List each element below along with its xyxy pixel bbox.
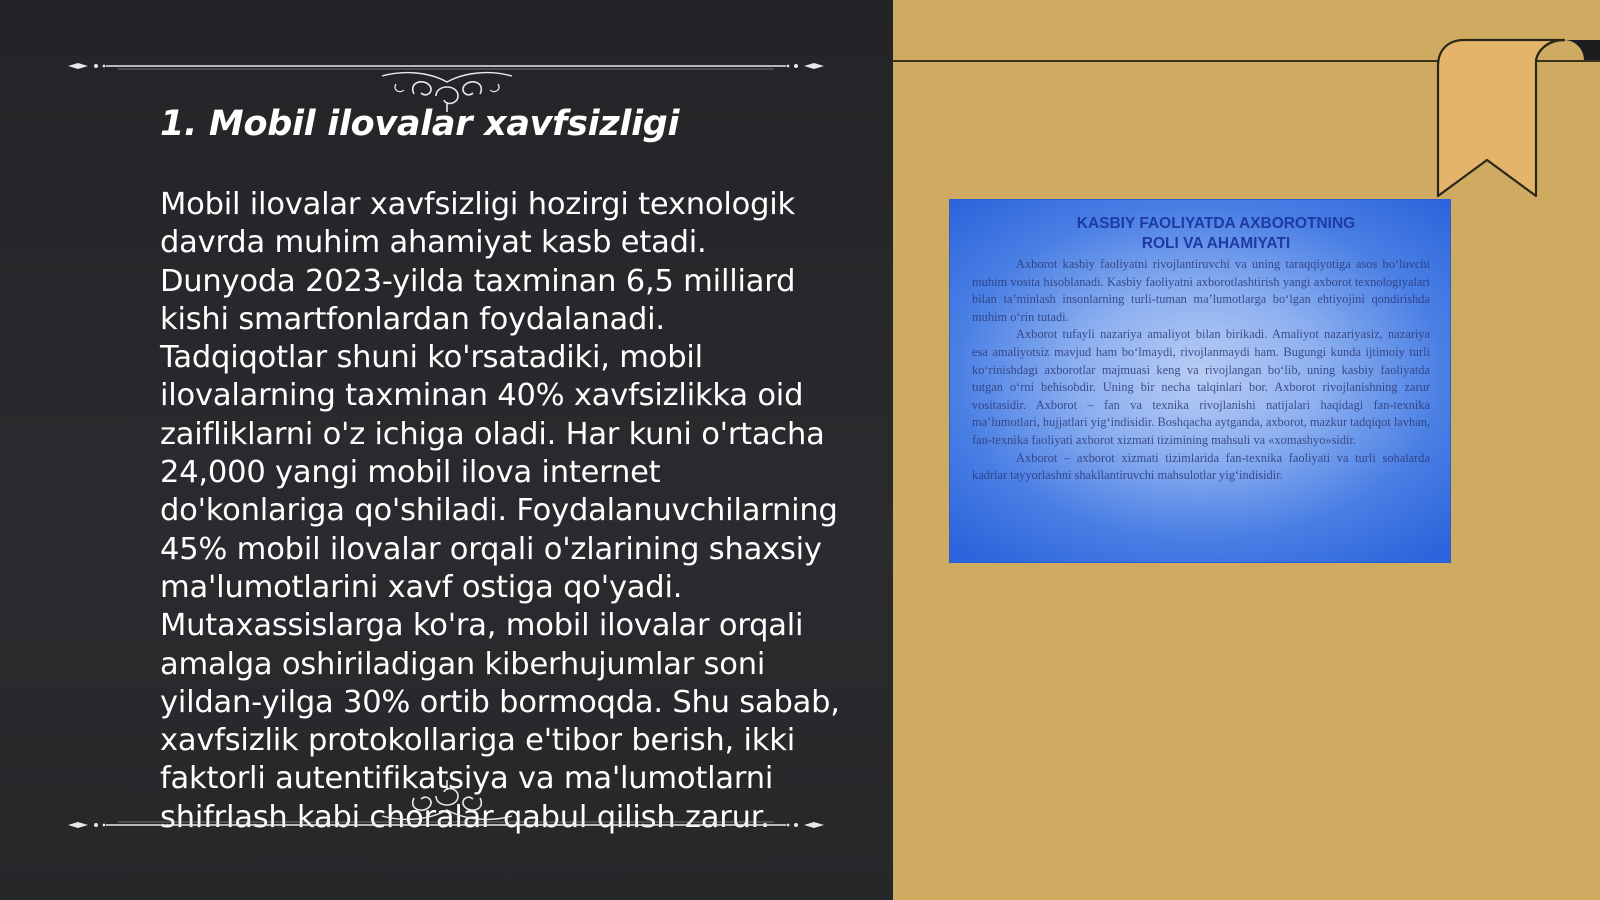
bottom-ornamental-frame-line — [66, 817, 826, 833]
slide-title: 1. Mobil ilovalar xavfsizligi — [160, 104, 680, 144]
textbook-page-text — [972, 256, 1430, 485]
textbook-paragraph: Axborot kasbiy faoliyatni rivojlantiruvchi va uning taraqqiyotiga asos bo‘luvchi muhim vosita hisoblanadi. Kasbiy faoliyatni axborotlashtirish yangi axborot texnologiyalari bilan ta’minlash insonlarning turli-tuman ma’lumotlarga bo‘lgan ehtiyojini qondirishda muhim o‘rin tutadi. — [972, 257, 1430, 324]
textbook-page-heading: KASBIY FAOLIYATDA AXBOROTNING ROLI VA AHAMIYATI — [1076, 215, 1356, 252]
textbook-paragraph: Axborot tufayli nazariya amaliyot bilan birikadi. Amaliyot nazariyasiz, nazariya esa amaliyotsiz mavjud ham bo‘lmaydi, rivojlanmaydi ham. Bugungi kunda ijtimoiy turli ko‘rinishdagi axborotlar majmuasi keng va rivojlangan bo‘lib, uning kasbiy faoliyatda tutgan o‘rni beħisobdir. Uning bir necha talqinlari bor. Axborot rivojlanishning zarur vositasidir. Axborot – fan va texnika rivojlanishi natijalari haqidagi fan-texnika ma’lumotlari, hujjatlari yig‘indisidir. Boshqacha aytganda, axborot, mazkur tadqiqot lavhan, fan-texnika faoliyati axborot xizmati tizimining mahsuli va «xomashyo»sidir. — [972, 327, 1430, 447]
textbook-paragraph: Axborot – axborot xizmati tizimlarida fan-texnika faoliyati va turli sohalarda kadrlar tayyorlashni shakllantiruvchi mahsulotlar yig‘indisidir. — [972, 450, 1430, 483]
slide-body-text: Mobil ilovalar xavfsizligi hozirgi texnologik davrda muhim ahamiyat kasb etadi. Dunyoda 2023-yilda taxminan 6,5 milliard kishi smartfonlardan foydalanadi. Tadqiqotlar shuni ko'rsatadiki, mobil ilovalarning taxminan 40% xavfsizlikka oid zaifliklarni o'z ichiga oladi. Har kuni o'rtacha 24,000 yangi mobil ilova internet do'konlariga qo'shiladi. Foydalanuvchilarning 45% mobil ilovalar orqali o'zlarining shaxsiy ma'lumotlarini xavf ostiga qo'yadi. Mutaxassislarga ko'ra, mobil ilovalar orqali amalga oshiriladigan kiberhujumlar soni yildan-yilga 30% ortib bormoqda. Shu sabab, xavfsizlik protokollariga e'tibor berish, ikki faktorli autentifikatsiya va ma'lumotlarni shifrlash kabi choralar qabul qilish zarur. — [160, 187, 840, 835]
textbook-page-image — [950, 200, 1450, 562]
bookmark-ribbon-icon — [1434, 36, 1600, 198]
